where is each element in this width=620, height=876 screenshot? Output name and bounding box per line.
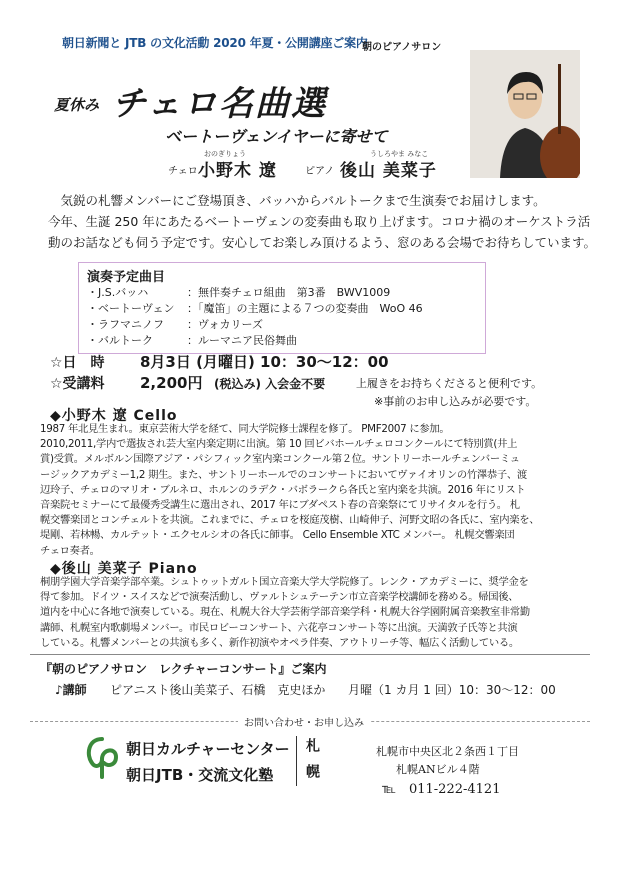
intro-line-1: 気鋭の札響メンバーにご登場頂き、バッハからバルトークまで生演奏でお届けします。 — [48, 193, 546, 208]
contact-heading: お問い合わせ・お申し込み — [238, 714, 370, 729]
program-item — [87, 301, 477, 317]
bio-line: 道内を中心に各地で演奏している。現在、札幌大谷大学芸術学部音楽学科・札幌大谷学園附属音楽教室非常勤 — [40, 606, 530, 619]
city-label: 札幌 — [304, 738, 320, 790]
cello-role: チェロ — [168, 166, 198, 177]
intro-line-3: 動のお話なども伺う予定です。安心してお楽しみ頂けるよう、窓のある会場でお待ちしています。 — [48, 235, 597, 250]
bio-line: 桐朋学園大学音楽学部卒業。シュトゥットガルト国立音楽大学大学院修了。レンク・アカデミーに、奨学金を — [40, 576, 529, 588]
bio-heading-cello: ◆小野木 遼 Cello — [50, 408, 178, 424]
program-item — [87, 285, 477, 301]
fee-note: (税込み) 入会金不要 — [214, 377, 326, 391]
date-label: ☆日 時 — [50, 355, 105, 371]
title-prefix: 夏休み — [54, 96, 100, 114]
address-line-2: 札幌ANビル４階 — [396, 763, 480, 776]
org-jtb: 朝日JTB・交流文化塾 — [126, 766, 274, 784]
fee-value: 2,200円 — [140, 374, 203, 392]
bio-line: 幌交響楽団とコンチェルトを共演。これまでに、チェロを桜庭茂樹、山崎伸子、河野文昭の各氏に、室内楽を、 — [40, 514, 540, 527]
program-composer: ・J.S.バッハ — [87, 286, 149, 299]
bio-piano — [40, 575, 530, 651]
org-separator — [296, 736, 297, 786]
piano-ruby: うしろやま みなこ — [370, 150, 429, 158]
bio-line: ージックアカデミー1,2 期生。また、サントリーホールでのコンサートにおいてヴァイオリンの竹澤恭子、渡 — [40, 468, 527, 481]
logo-icon — [82, 735, 122, 779]
program-composer: ・ベートーヴェン — [87, 302, 175, 315]
bio-line: 得て参加。ドイツ・スイスなどで演奏活動し、ヴァルトシュテーテン市立音楽学校講師を務める。帰国後、 — [40, 591, 519, 604]
phone-number: ℡ 011-222-4121 — [382, 782, 501, 797]
piano-name: 後山 美菜子 — [340, 161, 437, 181]
organizer-line: 朝日新聞と JTB の文化活動 2020 年夏・公開講座ご案内 — [62, 36, 368, 50]
salon-schedule: 月曜（1 カ月 1 回）10：30〜12：00 — [348, 683, 556, 697]
series-name: 朝のピアノサロン — [362, 42, 442, 53]
program-composer: ・ラフマニノフ — [87, 318, 164, 331]
program-item — [87, 317, 477, 333]
org-culture-center: 朝日カルチャーセンター — [126, 740, 290, 758]
page-title: チェロ名曲選 — [112, 84, 327, 124]
program-box — [78, 262, 486, 354]
cello-ruby: おのぎりょう — [204, 150, 246, 158]
cello-name: 小野木 遼 — [198, 161, 277, 181]
bio-line: 音楽院セミナーにて最優秀受講生に選出され、2017 年にブダペスト春の音楽祭にてリサイタルを行う。 札 — [40, 499, 520, 512]
program-work: ：ルーマニア民俗舞曲 — [187, 334, 297, 347]
bio-line: 堤剛、若林暢、カルテット・エクセルシオの各氏に師事。 Cello Ensemble XTC メンバー。 札幌交響楽団 — [40, 529, 515, 542]
bio-line: 講師、札幌室内歌劇場メンバー。市民ロビーコンサート、六花亭コンサート等に出演。天満敦子氏等と共演 — [40, 621, 518, 634]
postcard-note: 上履きをお持ちくださると便利です。 — [356, 377, 543, 390]
program-item — [87, 333, 477, 349]
program-composer: ・バルトーク — [87, 334, 153, 347]
fee-label: ☆受講料 — [50, 376, 105, 392]
subtitle: ベートーヴェンイヤーに寄せて — [165, 127, 388, 146]
salon-title: 『朝のピアノサロン レクチャーコンサート』ご案内 — [40, 662, 327, 676]
program-work: ：「魔笛」の主題による７つの変奏曲 WoO 46 — [187, 302, 423, 315]
piano-role: ピアノ — [305, 166, 335, 177]
date-value: 8月3日 (月曜日) 10：30〜12：00 — [140, 353, 389, 371]
cellist-photo — [470, 50, 580, 178]
lecturer-value: ピアニスト後山美菜子、石橋 克史ほか — [110, 683, 326, 697]
bio-line: 賞)受賞。メルボルン国際アジア・パシフィック室内楽コンクール第２位。サントリーホールチェンバーミュ — [40, 453, 520, 466]
section-divider — [30, 654, 590, 655]
address-line-1: 札幌市中央区北２条西１丁目 — [376, 745, 519, 758]
culture-center-logo — [82, 735, 122, 779]
program-title: 演奏予定曲目 — [87, 270, 166, 285]
reservation-note: ※事前のお申し込みが必要です。 — [374, 395, 537, 408]
bio-line: している。札響メンバーとの共演も多く、新作初演やオペラ伴奏、アウトリーチ等、幅広く活動している。 — [40, 636, 519, 649]
program-work: ：ヴォカリーズ — [187, 318, 264, 331]
intro-line-2: 今年、生誕 250 年にあたるベートーヴェンの変奏曲も取り上げます。コロナ禍のオーケストラ活 — [48, 214, 591, 229]
bio-line: 1987 年北見生まれ。東京芸術大学を経て、同大学院修士課程を修了。 PMF2007 に参加。 — [40, 423, 450, 435]
lecturer-label: ♪講師 — [55, 683, 87, 697]
cellist-portrait-icon — [470, 50, 580, 178]
bio-line: 辺玲子、チェロのマリオ・ブルネロ、ホルンのラデク・バボラークら各氏と室内楽を共演。2016 年にリスト — [40, 483, 526, 496]
bio-line: チェロ奏者。 — [40, 544, 100, 557]
bio-heading-piano: ◆後山 美菜子 Piano — [50, 561, 198, 577]
bio-line: 2010,2011,学内で選抜され芸大室内楽定期に出演。第 10 回ビバホールチェロコンクールにて特別賞(井上 — [40, 438, 518, 451]
bio-cello — [40, 422, 539, 559]
program-work: ：無伴奏チェロ組曲 第3番 BWV1009 — [187, 286, 391, 299]
